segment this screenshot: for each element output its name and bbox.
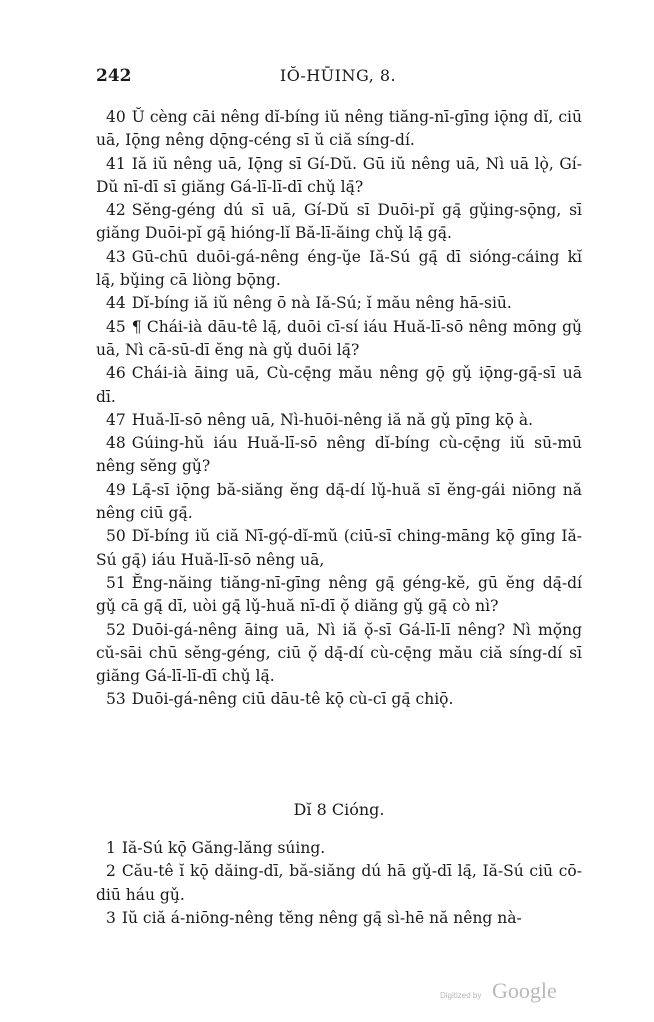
verse-text: Iă-Sú kǭ Găng-lăng súing. bbox=[121, 839, 326, 857]
verse bbox=[96, 907, 582, 930]
verse-number: 41 bbox=[106, 154, 126, 173]
verses-bottom bbox=[96, 837, 582, 930]
verse bbox=[96, 153, 582, 200]
verse-text: Ĕng-năing tiăng-nī-gīng nêng gą̄ géng-kĕ, gū ĕng dą̄-dí gǔ̧ cā gą̄ dī, uòi gą̄ lǔ̧-huă nī-dī ǫ̆ diăng gǔ̧ gą̄ cò nì? bbox=[96, 573, 582, 616]
verse bbox=[96, 479, 582, 526]
verse-text: Gúing-hŭ iáu Huă-lī-sō nêng dĭ-bíng cù-cę̄ng iŭ sū-mū nêng sĕng gǔ̧? bbox=[96, 434, 582, 476]
verse bbox=[96, 860, 582, 907]
running-title: IŎ-HŪING, 8. bbox=[279, 66, 397, 85]
verse-text: Lą̄-sī iǭng bă-siăng ĕng dą̄-dí lǔ̧-huă sī ĕng-gái niōng nă nêng ciū gą̄. bbox=[96, 480, 582, 523]
verse-text: Dĭ-bíng iŭ ciă Nī-gǫ́-dĭ-mŭ (ciū-sī ching-māng kǭ gīng Iă-Sú gą̄) iáu Huă-lī-sō nêng uā, bbox=[96, 527, 582, 569]
verse bbox=[96, 199, 582, 246]
verse bbox=[96, 525, 582, 572]
verse-text: ¶ Chái-ià dāu-tê lą̄, duōi cī-sí iáu Huă-lī-sō nêng mōng gǔ̧ uā, Nì cā-sū-dī ĕng nà gǔ̧ duōi lą̄? bbox=[96, 317, 582, 359]
verse-number: 51 bbox=[106, 573, 126, 592]
verse bbox=[96, 292, 582, 315]
verse bbox=[96, 106, 582, 153]
verse bbox=[96, 572, 582, 619]
verse-number: 40 bbox=[106, 108, 126, 126]
verse-number: 49 bbox=[106, 480, 126, 499]
verse-text: Sĕng-géng dú sī uā, Gí-Dŭ sī Duōi-pĭ gą̄ gǔ̧ing-sǭng, sī giăng Duōi-pĭ gą̄ hióng-lĭ Bă-lī-ăing chǔ̧ lą̄ gą̄. bbox=[96, 201, 582, 243]
verse-text: Ŭ cèng cāi nêng dĭ-bíng iŭ nêng tiăng-nī-gīng iǭng dĭ, ciū uā, Iǭng nêng dǭng-céng sī ŭ ciă síng-dí. bbox=[96, 108, 582, 150]
verse-text: Gū-chū duōi-gá-nêng éng-ŭ̧e Iă-Sú gą̄ dī sióng-cáing kĭ lą̄, bǔ̧ing cā liòng bǭng. bbox=[96, 247, 582, 290]
watermark-small-text: Digitized by bbox=[440, 991, 482, 1000]
verse-number: 45 bbox=[106, 317, 126, 336]
verse-number: 2 bbox=[106, 862, 116, 881]
page-number: 242 bbox=[96, 66, 132, 86]
verse-text: Cău-tê ĭ kǭ dăing-dī, bă-siăng dú hā gǔ̧-dī lą̄, Iă-Sú ciū cō-diū háu gǔ̧. bbox=[96, 862, 582, 904]
verse bbox=[96, 619, 582, 689]
verse-text: Chái-ià āing uā, Cù-cę̄ng mău nêng gǭ gǔ̧ iǭng-gą̄-sī uā dī. bbox=[96, 364, 582, 406]
verse-number: 1 bbox=[106, 839, 116, 857]
verse-number: 43 bbox=[106, 247, 126, 266]
verse-number: 48 bbox=[106, 434, 126, 453]
verse-text: Dĭ-bíng iă iŭ nêng ō nà Iă-Sú; ĭ mău nêng hā-siū. bbox=[131, 294, 512, 313]
verse bbox=[96, 246, 582, 293]
verse-text: Huă-lī-sō nêng uā, Nì-huōi-nêng iă nă gǔ̧ pīng kǭ à. bbox=[131, 410, 534, 429]
verse-text: Iă iŭ nêng uā, Iǭng sī Gí-Dŭ. Gū iŭ nêng uā, Nì uā lǫ̀, Gí-Dŭ nī-dī sī giăng Gá-lī-lī-dī chǔ̧ lą̄? bbox=[96, 154, 582, 196]
verse-text: Duōi-gá-nêng āing uā, Nì iă ǫ̆-sī Gá-lī-lī nêng? Nì mǫ̆ng cŭ-sāi chū sĕng-géng, ciū ǫ̆ dą̄-dí cù-cę̄ng mău ciă síng-dí sī giăng Gá-lī-lī-dī chǔ̧ lą̄. bbox=[96, 620, 582, 686]
verse-number: 47 bbox=[106, 410, 126, 429]
verse-number: 3 bbox=[106, 908, 116, 927]
verse-number: 44 bbox=[106, 294, 126, 313]
verse bbox=[96, 432, 582, 479]
verses-top bbox=[96, 106, 582, 712]
verse-number: 52 bbox=[106, 620, 126, 639]
verse-number: 42 bbox=[106, 201, 126, 220]
verse-number: 53 bbox=[106, 690, 126, 709]
digitized-by-google-watermark bbox=[440, 978, 590, 1008]
verse-number: 46 bbox=[106, 364, 126, 383]
verse bbox=[96, 837, 582, 860]
verse bbox=[96, 316, 582, 363]
verse bbox=[96, 362, 582, 409]
chapter-heading: Dĭ 8 Cióng. bbox=[293, 800, 385, 819]
verse bbox=[96, 409, 582, 432]
google-logo: Google bbox=[492, 978, 557, 1003]
verse-number: 50 bbox=[106, 527, 126, 546]
verse-text: Iŭ ciă á-niōng-nêng tĕng nêng gą̄ sì-hē nă nêng nà- bbox=[121, 908, 522, 927]
verse-text: Duōi-gá-nêng ciū dāu-tê kǭ cù-cī gą̄ chiǭ. bbox=[131, 690, 454, 709]
page-header bbox=[96, 66, 580, 92]
verse bbox=[96, 688, 582, 711]
